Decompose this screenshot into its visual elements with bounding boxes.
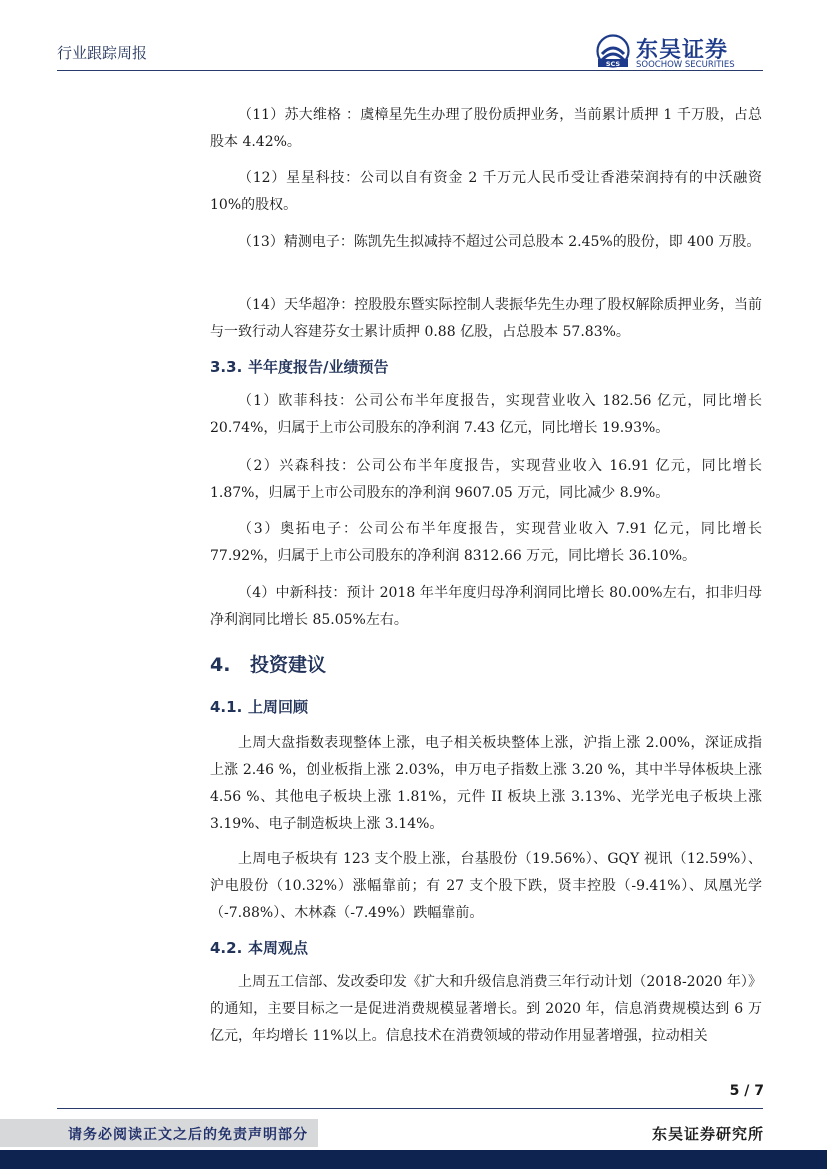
section-number: 4.2. xyxy=(210,939,243,957)
section-number: 4. xyxy=(210,654,231,676)
disclaimer-text: 请务必阅读正文之后的免责声明部分 xyxy=(68,1127,308,1143)
paragraph-fastprint: （2）兴森科技：公司公布半年度报告，实现营业收入 16.91 亿元，同比增长 1.87%，归属于上市公司股东的净利润 9607.05 万元，同比减少 8.9%。 xyxy=(210,458,762,501)
paragraph-aoto: （3）奥拓电子：公司公布半年度报告，实现营业收入 7.91 亿元，同比增长 77.92%，归属于上市公司股东的净利润 8312.66 万元，同比增长 36.10%。 xyxy=(210,521,762,564)
disclaimer-band xyxy=(0,1119,318,1147)
section-number: 3.3. xyxy=(210,358,243,376)
section-heading-4-2 xyxy=(210,937,308,958)
brand-name-cn: 东吴证券 xyxy=(636,38,729,63)
section-title: 上周回顾 xyxy=(248,698,309,716)
paragraph-weekly-view: 上周五工信部、发改委印发《扩大和升级信息消费三年行动计划（2018-2020 年）》的通知，主要目标之一是促进消费规模显著增长。到 2020 年，信息消费规模达到 6 万亿元，年均增长 11%以上。信息技术在消费领域的带动作用显著增强，拉动相关 xyxy=(210,974,762,1044)
section-title: 本周观点 xyxy=(248,939,309,957)
brand-abbr: SCS xyxy=(605,60,621,68)
section-heading-4-1 xyxy=(210,696,308,717)
paragraph-item-14: （14）天华超净：控股股东暨实际控制人裴振华先生办理了股权解除质押业务，当前与一致行动人容建芬女士累计质押 0.88 亿股，占总股本 57.83%。 xyxy=(210,297,762,340)
footer-divider xyxy=(57,1108,763,1109)
paragraph-item-13: （13）精测电子：陈凯先生拟减持不超过公司总股本 2.45%的股份，即 400 万股。 xyxy=(238,234,761,250)
brand-name-en: SOOCHOW SECURITIES xyxy=(636,60,735,70)
footer-institute: 东吴证券研究所 xyxy=(651,1125,764,1143)
brand-logo xyxy=(596,34,766,70)
paragraph-zhongxin: （4）中新科技：预计 2018 年半年度归母净利润同比增长 80.00%左右，扣非归母净利润同比增长 85.05%左右。 xyxy=(210,585,762,628)
section-title: 半年度报告/业绩预告 xyxy=(248,358,389,376)
section-heading-4 xyxy=(210,650,326,677)
paragraph-stock-movers: 上周电子板块有 123 支个股上涨，台基股份（19.56%）、GQY 视讯（12.59%）、沪电股份（10.32%）涨幅靠前；有 27 支个股下跌，贤丰控股（-9.41%）、凤凰光学（-7.88%）、木林森（-7.49%）跌幅靠前。 xyxy=(210,851,762,921)
section-number: 4.1. xyxy=(210,698,243,716)
page-number: 5 / 7 xyxy=(729,1083,764,1099)
report-type-label: 行业跟踪周报 xyxy=(57,44,148,62)
header-divider xyxy=(57,70,763,71)
paragraph-ofilm: （1）欧菲科技：公司公布半年度报告，实现营业收入 182.56 亿元，同比增长 20.74%，归属于上市公司股东的净利润 7.43 亿元，同比增长 19.93%。 xyxy=(210,393,762,436)
footer-bar xyxy=(0,1150,827,1169)
paragraph-item-11: （11）苏大维格 ：虞樟星先生办理了股份质押业务，当前累计质押 1 千万股，占总股本 4.42%。 xyxy=(210,107,762,150)
section-title: 投资建议 xyxy=(250,654,327,676)
section-heading-3-3 xyxy=(210,356,388,377)
brand-mark-icon xyxy=(596,34,630,68)
paragraph-item-12: （12）星星科技：公司以自有资金 2 千万元人民币受让香港荣润持有的中沃融资 10%的股权。 xyxy=(210,170,762,213)
paragraph-market-review: 上周大盘指数表现整体上涨，电子相关板块整体上涨，沪指上涨 2.00%，深证成指上涨 2.46 %，创业板指上涨 2.03%，申万电子指数上涨 3.20 %，其中半导体板块上涨 4.56 %、其他电子板块上涨 1.81%，元件 II 板块上涨 3.13%、光学光电子板块上涨 3.19%、电子制造板块上涨 3.14%。 xyxy=(210,735,762,832)
